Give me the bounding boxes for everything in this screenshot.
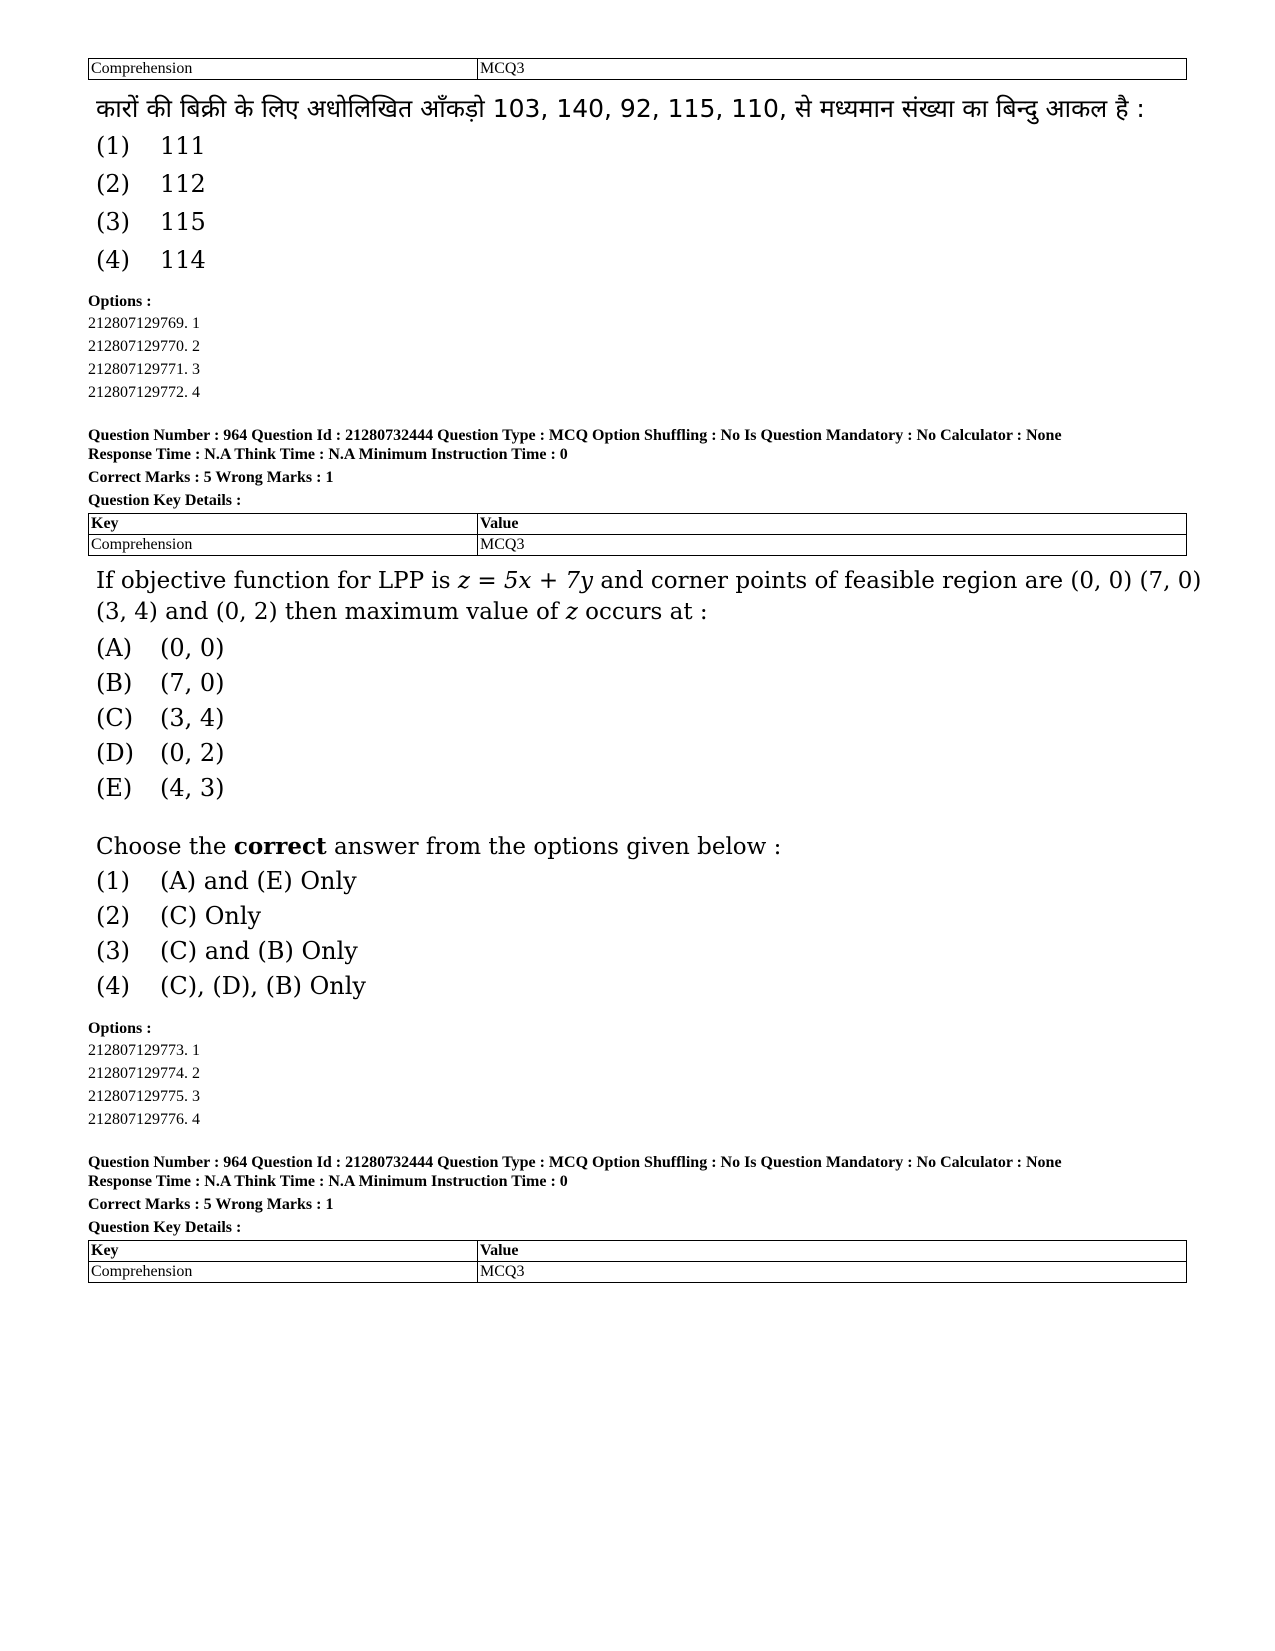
statement-item [96,634,1188,669]
choice-item [96,246,1188,284]
top-key-table [88,58,1187,80]
table-row [89,1262,1187,1283]
table-header-value: Value [478,514,1187,535]
question-1-choices [88,132,1188,284]
question-text-part: and corner points of feasible region are (0, 0) (7, 0) (3, 4) and (0, 2) then maximum value of [96,568,1202,625]
choice-item [96,170,1188,208]
choice-text: 114 [160,246,206,274]
statement-text: (4, 3) [160,774,225,802]
options-title: Options : [88,293,152,310]
table-header-value: Value [478,1241,1187,1262]
statement-label: (B) [96,669,133,697]
question-key-table [88,513,1187,556]
objective-formula: z = 5x + 7y [457,568,594,594]
option-id: 212807129770. 2 [88,338,200,355]
option-id: 212807129769. 1 [88,315,200,332]
choice-label: (3) [96,208,130,236]
instruction-emphasis: correct [233,833,327,860]
statement-item [96,739,1188,774]
question-meta-line: Question Number : 964 Question Id : 21280732444 Question Type : MCQ Option Shuffling : No Is Question Mandatory : No Calculator : None [88,427,1062,444]
question-text-part: If objective function for LPP is [96,568,458,594]
option-id: 212807129772. 4 [88,384,200,401]
choice-item [96,867,1188,902]
statement-item [96,669,1188,704]
statement-text: (0, 0) [160,634,225,662]
statement-text: (0, 2) [160,739,225,767]
option-id: 212807129776. 4 [88,1111,200,1128]
options-title: Options : [88,1020,152,1037]
table-cell-value: MCQ3 [478,1262,1187,1283]
question-meta-line: Response Time : N.A Think Time : N.A Minimum Instruction Time : 0 [88,446,568,463]
question-2-text [96,566,1206,628]
choose-instruction [96,831,1206,863]
instruction-text: Choose the [96,834,234,860]
option-id-list [88,1039,1188,1131]
table-cell-key: Comprehension [89,59,478,80]
question-text-part: occurs at : [577,599,708,625]
question-2-statements [88,634,1188,809]
choice-label: (2) [96,170,130,198]
choice-text: (C) Only [160,902,262,930]
marks-line: Correct Marks : 5 Wrong Marks : 1 [88,469,334,486]
choice-label: (2) [96,902,130,930]
question-meta-line: Response Time : N.A Think Time : N.A Minimum Instruction Time : 0 [88,1173,568,1190]
statement-label: (E) [96,774,133,802]
statement-label: (C) [96,704,134,732]
choice-label: (4) [96,972,130,1000]
choice-text: 115 [160,208,206,236]
option-id-list [88,312,1188,404]
choice-text: (A) and (E) Only [160,867,357,895]
table-cell-key: Comprehension [89,1262,478,1283]
choice-text: 111 [160,132,206,160]
option-id: 212807129774. 2 [88,1065,200,1082]
key-details-title: Question Key Details : [88,492,242,509]
statement-item [96,704,1188,739]
table-header-row [89,1241,1187,1262]
table-header-key: Key [89,1241,478,1262]
document-page [88,0,1202,1283]
option-id: 212807129775. 3 [88,1088,200,1105]
question-key-table [88,1240,1187,1283]
choice-text: (C) and (B) Only [160,937,358,965]
variable-z: z [565,599,578,625]
table-header-row [89,514,1187,535]
table-row [89,59,1187,80]
choice-text: (C), (D), (B) Only [160,972,366,1000]
instruction-text: answer from the options given below : [326,834,782,860]
question-meta-line: Question Number : 964 Question Id : 21280732444 Question Type : MCQ Option Shuffling : No Is Question Mandatory : No Calculator : None [88,1154,1062,1171]
table-cell-value: MCQ3 [478,535,1187,556]
choice-item [96,902,1188,937]
choice-label: (4) [96,246,130,274]
table-header-key: Key [89,514,478,535]
table-cell-key: Comprehension [89,535,478,556]
choice-item [96,208,1188,246]
statement-label: (D) [96,739,134,767]
question-1-text: कारों की बिक्री के लिए अधोलिखित आँकड़ो 103, 140, 92, 115, 110, से मध्यमान संख्या का बिन्दु आकल है : [96,94,1145,123]
choice-label: (1) [96,132,130,160]
statement-text: (7, 0) [160,669,225,697]
question-2-choices [88,867,1188,1007]
choice-item [96,132,1188,170]
choice-label: (1) [96,867,130,895]
statement-label: (A) [96,634,133,662]
statement-text: (3, 4) [160,704,225,732]
marks-line: Correct Marks : 5 Wrong Marks : 1 [88,1196,334,1213]
choice-text: 112 [160,170,206,198]
option-id: 212807129773. 1 [88,1042,200,1059]
choice-label: (3) [96,937,130,965]
table-cell-value: MCQ3 [478,59,1187,80]
choice-item [96,937,1188,972]
table-row [89,535,1187,556]
statement-item [96,774,1188,809]
key-details-title: Question Key Details : [88,1219,242,1236]
choice-item [96,972,1188,1007]
option-id: 212807129771. 3 [88,361,200,378]
